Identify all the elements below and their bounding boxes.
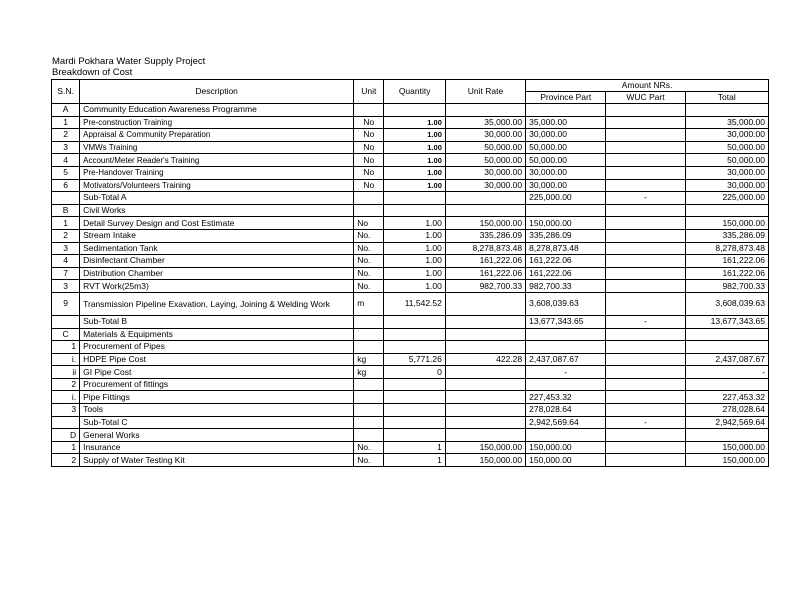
cell-description: Materials & Equipments bbox=[80, 328, 354, 341]
document-title: Mardi Pokhara Water Supply Project bbox=[52, 56, 206, 67]
cell-province-part: 982,700.33 bbox=[526, 280, 606, 293]
cell-sn: 7 bbox=[52, 267, 80, 280]
section-row bbox=[52, 204, 769, 217]
table-row bbox=[52, 179, 769, 192]
cell-unit-rate: 150,000.00 bbox=[445, 217, 525, 230]
cell-description: Motivators/Volunteers Training bbox=[80, 179, 354, 192]
cell-province-part: 150,000.00 bbox=[526, 454, 606, 467]
cell-description: Appraisal & Community Preparation bbox=[80, 129, 354, 142]
cell-sn: 2 bbox=[52, 229, 80, 242]
cell-total: 150,000.00 bbox=[685, 217, 768, 230]
cell-wuc-part bbox=[606, 391, 685, 404]
table-row bbox=[52, 229, 769, 242]
cell-unit-rate bbox=[445, 315, 525, 328]
cell-unit: No bbox=[354, 154, 384, 167]
table-row bbox=[52, 391, 769, 404]
cell-sn: 4 bbox=[52, 154, 80, 167]
table-row bbox=[52, 404, 769, 417]
cell-total: 2,437,087.67 bbox=[685, 353, 768, 366]
cell-province-part: 161,222.06 bbox=[526, 255, 606, 268]
cell-unit: No bbox=[354, 129, 384, 142]
table-row bbox=[52, 129, 769, 142]
cell-quantity: 1.00 bbox=[384, 116, 445, 129]
cell-description: Sedimentation Tank bbox=[80, 242, 354, 255]
cell-unit: No. bbox=[354, 267, 384, 280]
cell-description: Tools bbox=[80, 404, 354, 417]
cell-total: 2,942,569.64 bbox=[685, 416, 768, 429]
cell-sn bbox=[52, 315, 80, 328]
table-row bbox=[52, 353, 769, 366]
cell-wuc-part bbox=[606, 454, 685, 467]
cell-unit-rate bbox=[445, 328, 525, 341]
section-row bbox=[52, 104, 769, 117]
cell-quantity: 1.00 bbox=[384, 141, 445, 154]
cell-unit bbox=[354, 341, 384, 354]
cell-unit-rate: 161,222.06 bbox=[445, 255, 525, 268]
cell-sn: 2 bbox=[52, 129, 80, 142]
cell-province-part: 2,942,569.64 bbox=[526, 416, 606, 429]
table-row bbox=[52, 366, 769, 379]
cell-unit-rate: 35,000.00 bbox=[445, 116, 525, 129]
cell-sn bbox=[52, 192, 80, 205]
cell-province-part: 161,222.06 bbox=[526, 267, 606, 280]
cell-total bbox=[685, 429, 768, 442]
cell-wuc-part: - bbox=[606, 315, 685, 328]
table-row bbox=[52, 141, 769, 154]
cell-unit-rate bbox=[445, 341, 525, 354]
cell-total: 8,278,873.48 bbox=[685, 242, 768, 255]
subtotal-row bbox=[52, 416, 769, 429]
cell-province-part: 35,000.00 bbox=[526, 116, 606, 129]
table-row bbox=[52, 292, 769, 315]
cell-unit-rate bbox=[445, 416, 525, 429]
cell-unit: No. bbox=[354, 454, 384, 467]
cell-province-part: 30,000.00 bbox=[526, 129, 606, 142]
cell-quantity bbox=[384, 416, 445, 429]
cell-quantity: 1.00 bbox=[384, 229, 445, 242]
cell-total: 278,028.64 bbox=[685, 404, 768, 417]
cell-wuc-part bbox=[606, 154, 685, 167]
table-row bbox=[52, 267, 769, 280]
cell-description: GI Pipe Cost bbox=[80, 366, 354, 379]
cell-description: Procurement of Pipes bbox=[80, 341, 354, 354]
header-unit-rate: Unit Rate bbox=[445, 80, 525, 104]
cell-quantity: 1.00 bbox=[384, 166, 445, 179]
cell-wuc-part bbox=[606, 292, 685, 315]
cell-description: Civil Works bbox=[80, 204, 354, 217]
cell-wuc-part bbox=[606, 179, 685, 192]
cell-province-part: 150,000.00 bbox=[526, 217, 606, 230]
cell-description: General Works bbox=[80, 429, 354, 442]
cell-unit: No bbox=[354, 166, 384, 179]
cell-sn: 1 bbox=[52, 217, 80, 230]
cell-province-part bbox=[526, 104, 606, 117]
cell-quantity: 5,771.26 bbox=[384, 353, 445, 366]
cell-quantity: 1.00 bbox=[384, 217, 445, 230]
cell-sn: A bbox=[52, 104, 80, 117]
cell-quantity bbox=[384, 204, 445, 217]
cell-total: 225,000.00 bbox=[685, 192, 768, 205]
cell-wuc-part bbox=[606, 217, 685, 230]
table-row bbox=[52, 454, 769, 467]
cell-unit-rate: 8,278,873.48 bbox=[445, 242, 525, 255]
subtotal-row bbox=[52, 315, 769, 328]
header-wuc-part: WUC Part bbox=[606, 92, 685, 104]
cell-total: 161,222.06 bbox=[685, 255, 768, 268]
cell-unit-rate: 150,000.00 bbox=[445, 441, 525, 454]
header-unit: Unit bbox=[354, 80, 384, 104]
cell-wuc-part: - bbox=[606, 416, 685, 429]
cell-sn: C bbox=[52, 328, 80, 341]
cell-sn: 4 bbox=[52, 255, 80, 268]
cell-unit bbox=[354, 378, 384, 391]
cell-wuc-part bbox=[606, 328, 685, 341]
cell-province-part: 335,286.09 bbox=[526, 229, 606, 242]
cell-province-part: 30,000.00 bbox=[526, 166, 606, 179]
cell-total: 150,000.00 bbox=[685, 441, 768, 454]
cell-wuc-part bbox=[606, 204, 685, 217]
cell-wuc-part bbox=[606, 404, 685, 417]
cell-description: Transmission Pipeline Exavation, Laying, Joining & Welding Work bbox=[80, 292, 354, 315]
cell-unit-rate bbox=[445, 404, 525, 417]
cell-wuc-part: - bbox=[606, 192, 685, 205]
cell-total: 50,000.00 bbox=[685, 154, 768, 167]
cell-quantity: 1.00 bbox=[384, 242, 445, 255]
cell-sn: ii bbox=[52, 366, 80, 379]
header-total: Total bbox=[685, 92, 768, 104]
cell-wuc-part bbox=[606, 353, 685, 366]
cell-wuc-part bbox=[606, 366, 685, 379]
document-subtitle: Breakdown of Cost bbox=[52, 67, 133, 78]
cell-province-part: 3,608,039.63 bbox=[526, 292, 606, 315]
cell-description: Disinfectant Chamber bbox=[80, 255, 354, 268]
cell-unit bbox=[354, 204, 384, 217]
cell-quantity: 1.00 bbox=[384, 154, 445, 167]
cell-quantity bbox=[384, 328, 445, 341]
cell-province-part: 50,000.00 bbox=[526, 154, 606, 167]
cell-description: VMWs Training bbox=[80, 141, 354, 154]
cell-unit: kg bbox=[354, 366, 384, 379]
cell-total bbox=[685, 328, 768, 341]
cell-sn: 1 bbox=[52, 116, 80, 129]
cell-quantity: 11,542.52 bbox=[384, 292, 445, 315]
cell-province-part bbox=[526, 429, 606, 442]
cell-description: Procurement of fittings bbox=[80, 378, 354, 391]
cell-province-part: - bbox=[526, 366, 606, 379]
table-row bbox=[52, 341, 769, 354]
cell-unit-rate bbox=[445, 104, 525, 117]
cell-total: 50,000.00 bbox=[685, 141, 768, 154]
cell-quantity bbox=[384, 104, 445, 117]
cell-unit-rate: 30,000.00 bbox=[445, 179, 525, 192]
cell-province-part bbox=[526, 341, 606, 354]
cell-province-part bbox=[526, 204, 606, 217]
cell-unit-rate bbox=[445, 192, 525, 205]
table-row bbox=[52, 441, 769, 454]
cell-wuc-part bbox=[606, 280, 685, 293]
cell-total: 161,222.06 bbox=[685, 267, 768, 280]
cell-description: Stream Intake bbox=[80, 229, 354, 242]
cell-unit-rate bbox=[445, 429, 525, 442]
cell-description: Account/Meter Reader's Training bbox=[80, 154, 354, 167]
cell-province-part: 225,000.00 bbox=[526, 192, 606, 205]
table-row bbox=[52, 116, 769, 129]
cell-total: 227,453.32 bbox=[685, 391, 768, 404]
cell-wuc-part bbox=[606, 129, 685, 142]
cell-unit bbox=[354, 315, 384, 328]
cell-wuc-part bbox=[606, 429, 685, 442]
cell-quantity bbox=[384, 192, 445, 205]
cell-sn: 1 bbox=[52, 341, 80, 354]
cell-province-part bbox=[526, 328, 606, 341]
cell-quantity bbox=[384, 341, 445, 354]
cell-quantity bbox=[384, 315, 445, 328]
table-row bbox=[52, 217, 769, 230]
cell-description: Sub-Total B bbox=[80, 315, 354, 328]
cell-total: 335,286.09 bbox=[685, 229, 768, 242]
cell-unit: No. bbox=[354, 242, 384, 255]
cell-description: Pipe Fittings bbox=[80, 391, 354, 404]
cell-unit: No. bbox=[354, 441, 384, 454]
cell-description: Insurance bbox=[80, 441, 354, 454]
cell-wuc-part bbox=[606, 255, 685, 268]
table-row bbox=[52, 242, 769, 255]
cell-unit-rate: 335,286.09 bbox=[445, 229, 525, 242]
header-description: Description bbox=[80, 80, 354, 104]
cell-unit-rate bbox=[445, 292, 525, 315]
cell-unit-rate bbox=[445, 366, 525, 379]
cell-wuc-part bbox=[606, 104, 685, 117]
cell-sn: 2 bbox=[52, 378, 80, 391]
header-amount: Amount NRs. bbox=[526, 80, 769, 92]
cell-wuc-part bbox=[606, 166, 685, 179]
cell-quantity: 1 bbox=[384, 454, 445, 467]
cell-description: Sub-Total C bbox=[80, 416, 354, 429]
cell-sn: 3 bbox=[52, 141, 80, 154]
cell-sn: 9 bbox=[52, 292, 80, 315]
cell-description: Distribution Chamber bbox=[80, 267, 354, 280]
cell-quantity: 1.00 bbox=[384, 179, 445, 192]
cell-total bbox=[685, 378, 768, 391]
cell-unit-rate: 50,000.00 bbox=[445, 141, 525, 154]
subtotal-row bbox=[52, 192, 769, 205]
section-row bbox=[52, 429, 769, 442]
cell-quantity: 1 bbox=[384, 441, 445, 454]
cell-wuc-part bbox=[606, 116, 685, 129]
cell-total: 30,000.00 bbox=[685, 129, 768, 142]
cell-sn: i. bbox=[52, 353, 80, 366]
cell-province-part: 8,278,873.48 bbox=[526, 242, 606, 255]
table-row bbox=[52, 166, 769, 179]
cell-unit: m bbox=[354, 292, 384, 315]
cell-quantity: 0 bbox=[384, 366, 445, 379]
cell-province-part: 2,437,087.67 bbox=[526, 353, 606, 366]
cell-quantity: 1.00 bbox=[384, 129, 445, 142]
cell-quantity: 1.00 bbox=[384, 267, 445, 280]
cell-province-part: 150,000.00 bbox=[526, 441, 606, 454]
cell-sn: 2 bbox=[52, 454, 80, 467]
cell-sn bbox=[52, 416, 80, 429]
cell-total: 150,000.00 bbox=[685, 454, 768, 467]
cell-sn: 3 bbox=[52, 280, 80, 293]
cell-province-part bbox=[526, 378, 606, 391]
cell-total bbox=[685, 104, 768, 117]
cell-unit-rate bbox=[445, 378, 525, 391]
cell-quantity bbox=[384, 429, 445, 442]
cell-quantity: 1.00 bbox=[384, 280, 445, 293]
cell-total: 35,000.00 bbox=[685, 116, 768, 129]
cell-unit-rate: 30,000.00 bbox=[445, 166, 525, 179]
cell-quantity bbox=[384, 391, 445, 404]
cell-unit-rate: 422.28 bbox=[445, 353, 525, 366]
cell-total: - bbox=[685, 366, 768, 379]
cell-total bbox=[685, 341, 768, 354]
cell-sn: 3 bbox=[52, 242, 80, 255]
cell-sn: 3 bbox=[52, 404, 80, 417]
cell-total bbox=[685, 204, 768, 217]
cell-wuc-part bbox=[606, 378, 685, 391]
table-row bbox=[52, 154, 769, 167]
cell-wuc-part bbox=[606, 441, 685, 454]
cell-total: 30,000.00 bbox=[685, 179, 768, 192]
cell-wuc-part bbox=[606, 242, 685, 255]
cell-description: Pre-construction Training bbox=[80, 116, 354, 129]
cell-unit bbox=[354, 104, 384, 117]
table-row bbox=[52, 255, 769, 268]
cell-unit-rate: 982,700.33 bbox=[445, 280, 525, 293]
cell-unit bbox=[354, 404, 384, 417]
cell-wuc-part bbox=[606, 267, 685, 280]
cell-unit-rate: 161,222.06 bbox=[445, 267, 525, 280]
cell-province-part: 278,028.64 bbox=[526, 404, 606, 417]
cell-description: Community Education Awareness Programme bbox=[80, 104, 354, 117]
cell-sn: 6 bbox=[52, 179, 80, 192]
cell-unit-rate: 150,000.00 bbox=[445, 454, 525, 467]
cell-province-part: 50,000.00 bbox=[526, 141, 606, 154]
cell-total: 982,700.33 bbox=[685, 280, 768, 293]
cell-quantity bbox=[384, 378, 445, 391]
cell-unit: No bbox=[354, 217, 384, 230]
cell-description: Detail Survey Design and Cost Estimate bbox=[80, 217, 354, 230]
cell-description: Pre-Handover Training bbox=[80, 166, 354, 179]
table-row bbox=[52, 280, 769, 293]
cell-sn: 5 bbox=[52, 166, 80, 179]
cell-sn: B bbox=[52, 204, 80, 217]
cell-sn: 1 bbox=[52, 441, 80, 454]
cell-province-part: 227,453.32 bbox=[526, 391, 606, 404]
cell-unit bbox=[354, 416, 384, 429]
cell-total: 13,677,343.65 bbox=[685, 315, 768, 328]
cell-total: 3,608,039.63 bbox=[685, 292, 768, 315]
cell-unit: No. bbox=[354, 255, 384, 268]
cost-breakdown-table bbox=[51, 79, 769, 467]
cell-unit: No bbox=[354, 116, 384, 129]
cell-unit bbox=[354, 391, 384, 404]
cell-sn: i. bbox=[52, 391, 80, 404]
header-quantity: Quantity bbox=[384, 80, 445, 104]
cell-quantity bbox=[384, 404, 445, 417]
cell-unit: No. bbox=[354, 280, 384, 293]
cell-unit: No. bbox=[354, 229, 384, 242]
cell-unit bbox=[354, 328, 384, 341]
cell-province-part: 13,677,343.65 bbox=[526, 315, 606, 328]
cell-unit-rate bbox=[445, 391, 525, 404]
cell-sn: D bbox=[52, 429, 80, 442]
cell-province-part: 30,000.00 bbox=[526, 179, 606, 192]
cell-unit: No bbox=[354, 179, 384, 192]
cell-unit-rate bbox=[445, 204, 525, 217]
section-row bbox=[52, 328, 769, 341]
cell-total: 30,000.00 bbox=[685, 166, 768, 179]
cell-wuc-part bbox=[606, 141, 685, 154]
header-province-part: Province Part bbox=[526, 92, 606, 104]
cell-unit bbox=[354, 192, 384, 205]
cell-description: Sub-Total A bbox=[80, 192, 354, 205]
cell-unit: kg bbox=[354, 353, 384, 366]
cell-description: RVT Work(25m3) bbox=[80, 280, 354, 293]
table-body bbox=[52, 104, 769, 467]
cell-description: Supply of Water Testing Kit bbox=[80, 454, 354, 467]
cell-unit: No bbox=[354, 141, 384, 154]
cell-unit-rate: 30,000.00 bbox=[445, 129, 525, 142]
cell-unit-rate: 50,000.00 bbox=[445, 154, 525, 167]
cell-unit bbox=[354, 429, 384, 442]
header-sn: S.N. bbox=[52, 80, 80, 104]
table-row bbox=[52, 378, 769, 391]
cell-quantity: 1.00 bbox=[384, 255, 445, 268]
cell-description: HDPE Pipe Cost bbox=[80, 353, 354, 366]
cell-wuc-part bbox=[606, 341, 685, 354]
cell-wuc-part bbox=[606, 229, 685, 242]
